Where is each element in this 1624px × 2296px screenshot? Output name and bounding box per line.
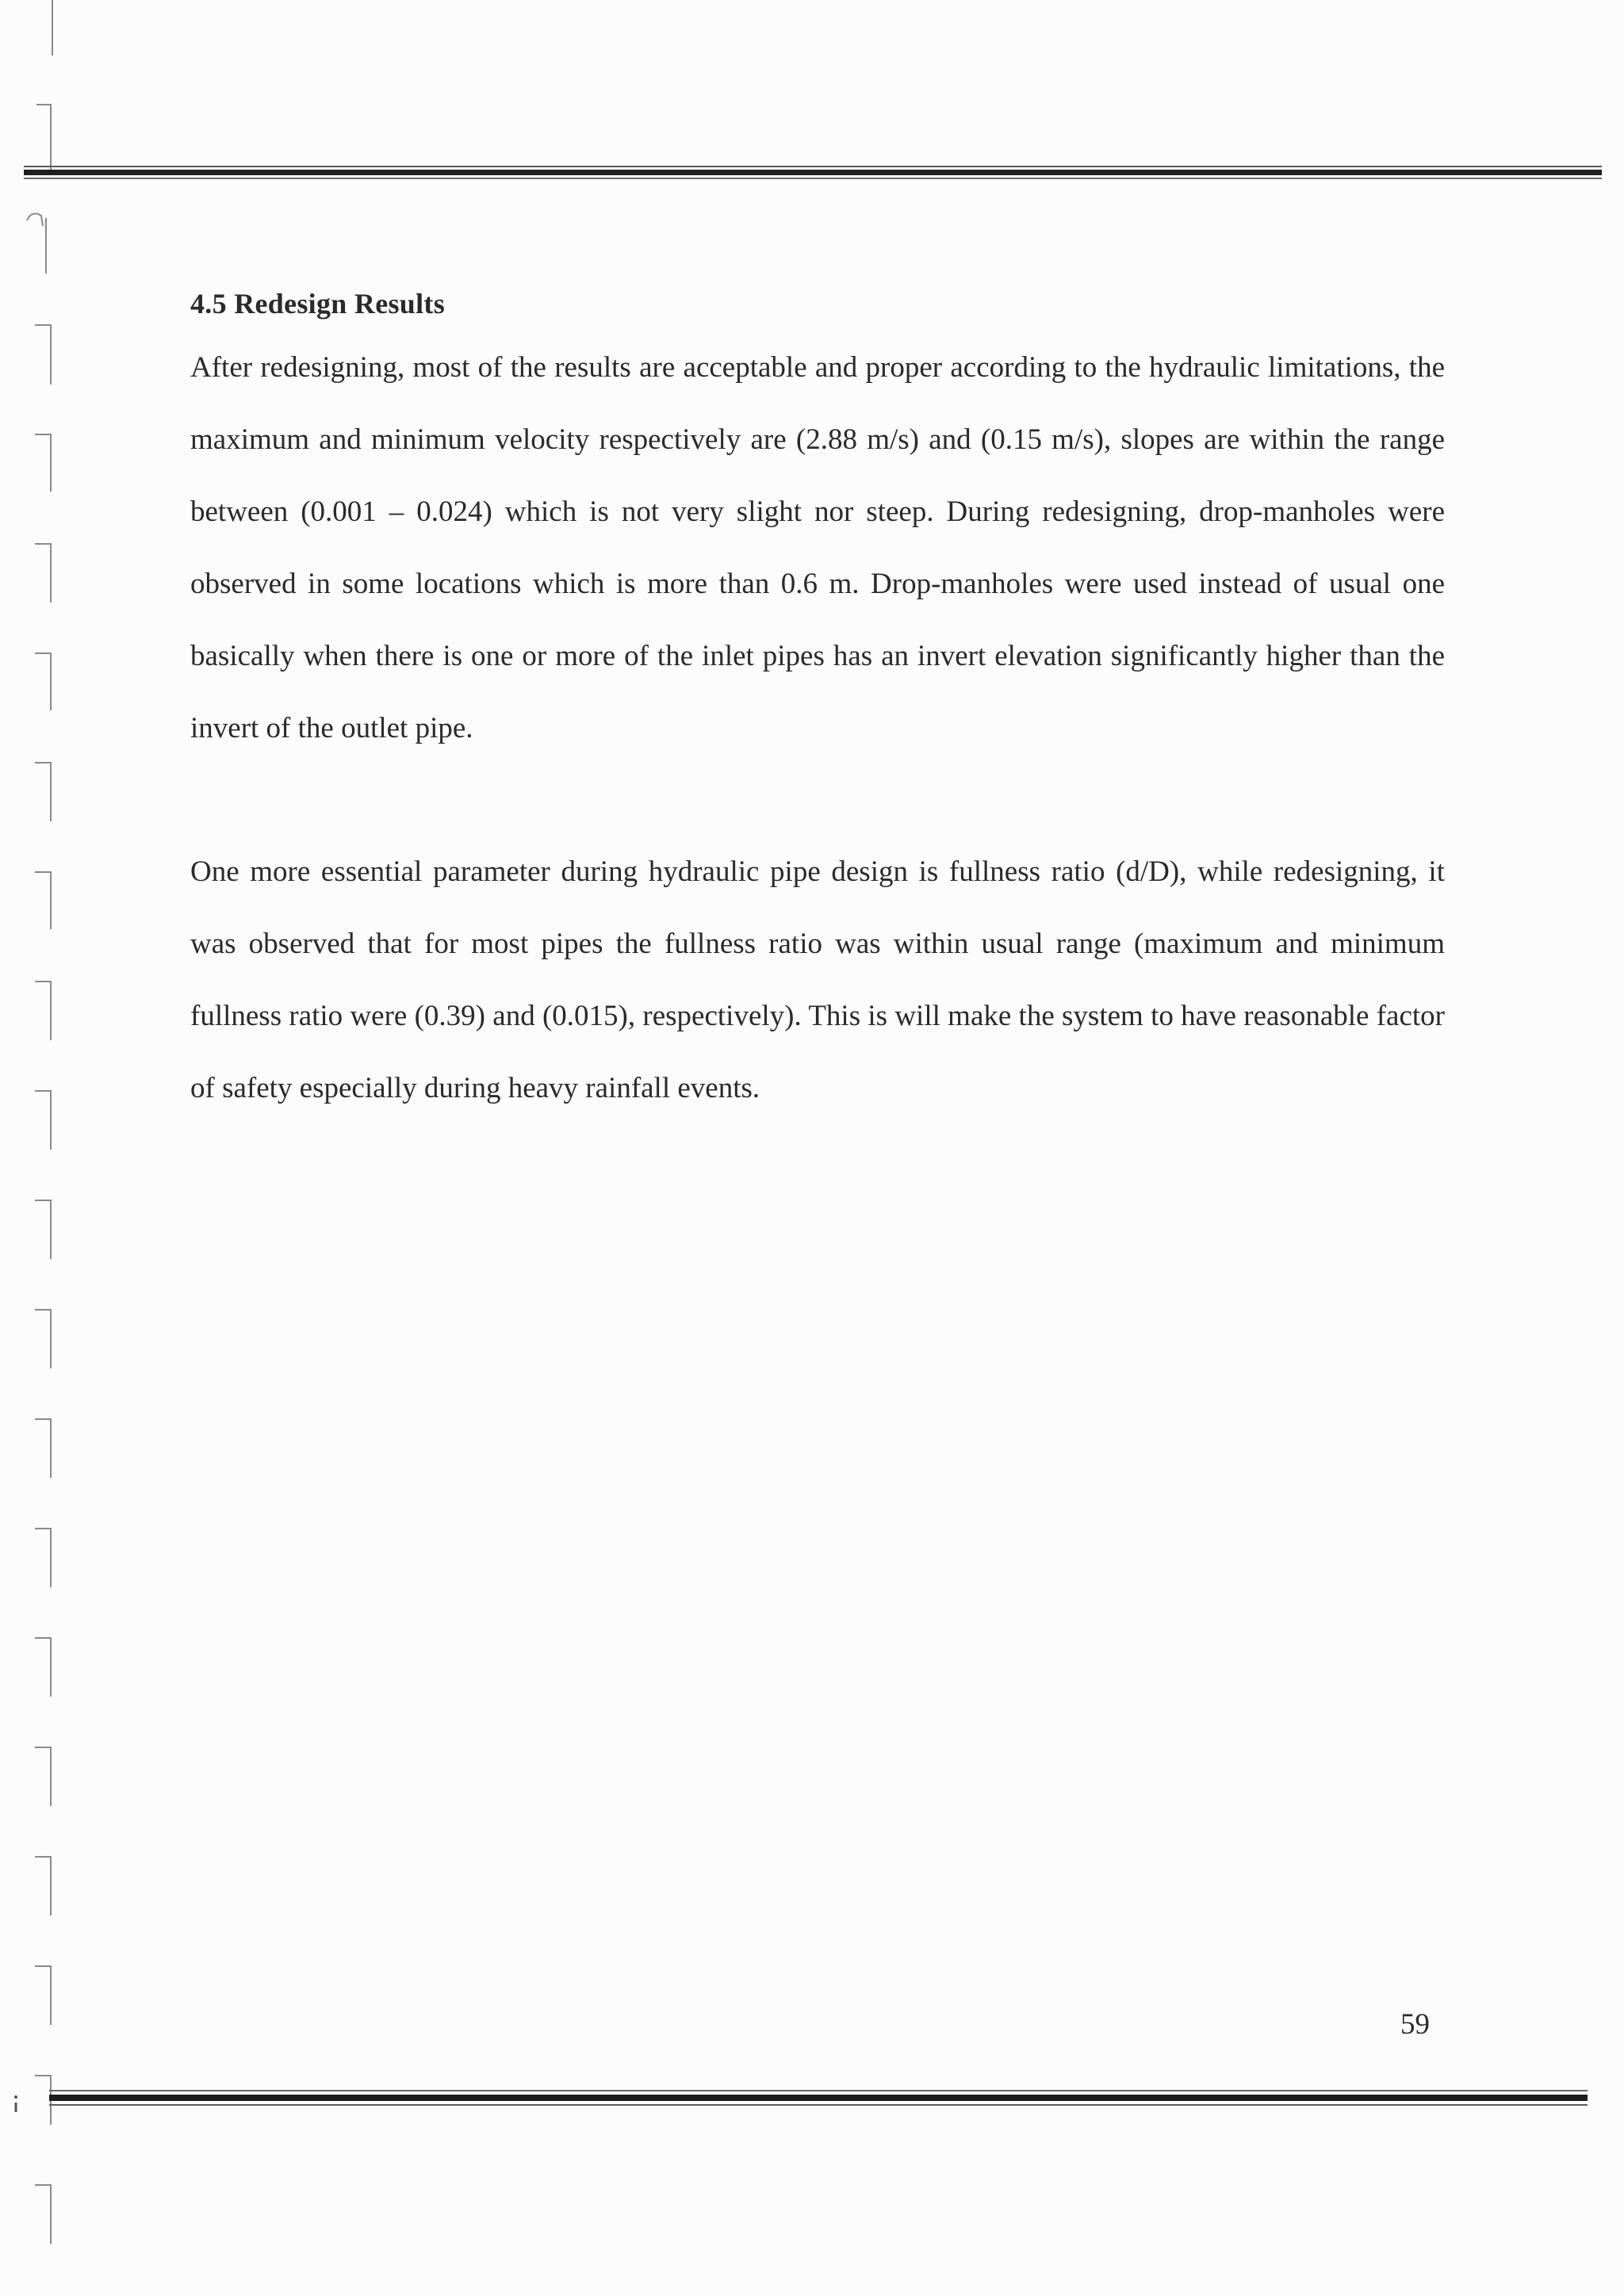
top-rule — [24, 163, 1602, 181]
binding-edge-marks — [0, 0, 71, 2296]
bottom-rule — [49, 2090, 1588, 2109]
section-heading: 4.5 Redesign Results — [190, 288, 446, 320]
paragraph-redesign-results: After redesigning, most of the results are acceptable and proper according to the hydraulic limitations, the maximum and minimum velocity respectively are (2.88 m/s) and (0.15 m/s), slopes are within the range between (0.001 – 0.024) which is not very slight nor steep. During redesigning, drop-manholes were observed in some locations which is more than 0.6 m. Drop-manholes were used instead of usual one basically when there is one or more of the inlet pipes has an invert elevation significantly higher than the invert of the outlet pipe. — [190, 351, 1445, 744]
page-content — [190, 287, 1445, 1124]
page-number: 59 — [1400, 2008, 1430, 2041]
paragraph-fullness-ratio: One more essential parameter during hydraulic pipe design is fullness ratio (d/D), while redesigning, it was observed that for most pipes the fullness ratio was within usual range (maximum and minimum fullness ratio were (0.39) and (0.015), respectively). This is will make the system to have reasonable factor of safety especially during heavy rainfall events. — [190, 855, 1445, 1104]
